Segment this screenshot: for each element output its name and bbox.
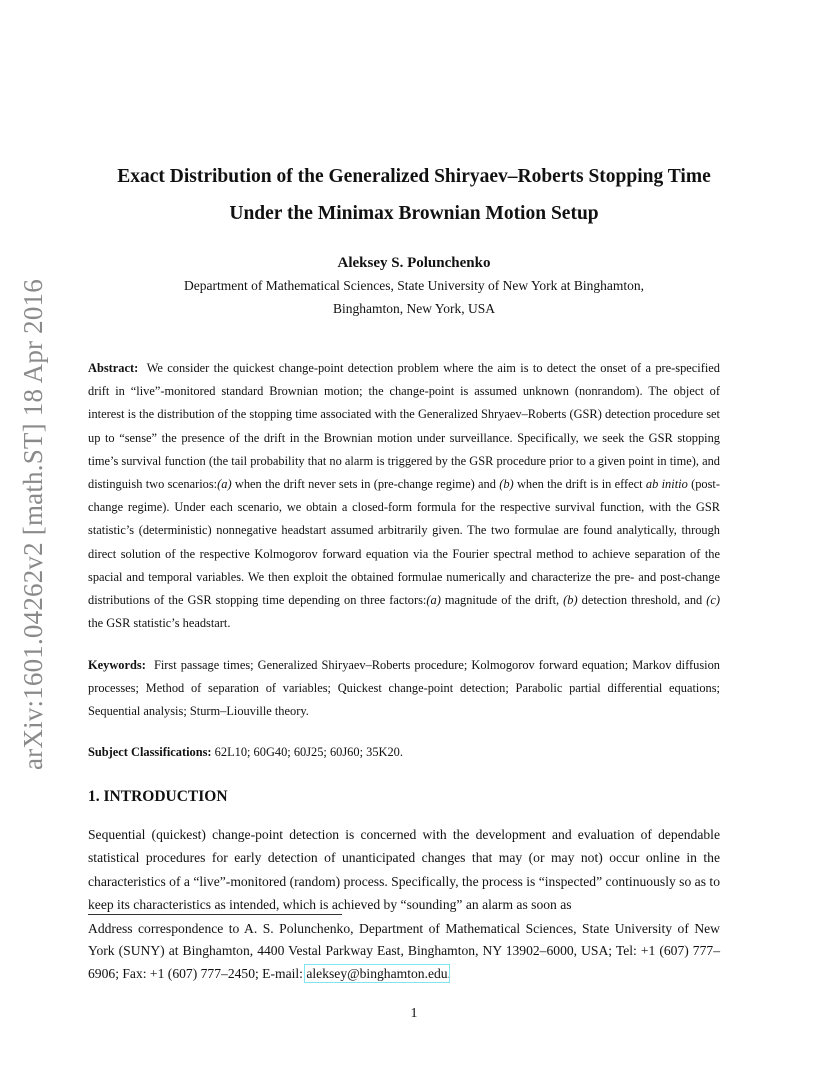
abstract [88, 357, 720, 635]
abstract-text-3: when the drift is in effect [513, 477, 646, 492]
abstract-marker-a2: (a) [426, 593, 441, 608]
footnote-rule [88, 914, 342, 915]
section-heading-introduction: 1. INTRODUCTION [88, 788, 228, 805]
affiliation-line-2: Binghamton, New York, USA [332, 301, 495, 316]
keywords [88, 654, 720, 724]
abstract-text-5: magnitude of the drift, [440, 593, 564, 608]
affiliation-line-1: Department of Mathematical Sciences, State University of New York at Binghamton, [183, 278, 645, 293]
subjects-label: Subject Classifications: [88, 745, 212, 759]
arxiv-stamp: arXiv:1601.04262v2 [math.ST] 18 Apr 2016 [18, 279, 48, 770]
abstract-marker-a: (a) [217, 477, 232, 492]
keywords-text: First passage times; Generalized Shiryaev–Roberts procedure; Kolmogorov forward equation; Markov diffusion processes; Method of separation of variables; Quickest change-point detection; Parabolic partial differential equations; Sequential analysis; Sturm–Liouville theory. [88, 658, 720, 719]
abstract-marker-c: (c) [706, 593, 721, 608]
paper-title-line-1: Exact Distribution of the Generalized Shiryaev–Roberts Stopping Time [117, 166, 711, 187]
paper-title-line-2: Under the Minimax Brownian Motion Setup [229, 203, 599, 224]
keywords-label: Keywords: [88, 658, 146, 672]
abstract-text-2: when the drift never sets in (pre-change regime) and [231, 477, 500, 492]
introduction-paragraph: Sequential (quickest) change-point detection is concerned with the development and evaluation of dependable statistical procedures for early detection of unanticipated changes that may (or may not) occur online in the characteristics of a “live”-monitored (random) process. Specifically, the process is “inspected” continuously so as to keep its characteristics as intended, which is achieved by “sounding” an alarm as soon as [88, 827, 720, 913]
subject-classifications [88, 745, 720, 760]
author-name: Aleksey S. Polunchenko [337, 255, 491, 271]
abstract-text-1: We consider the quickest change-point detection problem where the aim is to detect the onset of a pre-specified drift in “live”-monitored standard Brownian motion; the change-point is assumed unknown (nonrandom). The object of interest is the distribution of the stopping time associated with the Generalized Shryaev–Roberts (GSR) detection procedure set up to “sense” the presence of the drift in the Brownian motion under surveillance. Specifically, we seek the GSR stopping time’s survival function (the tail probability that no alarm is triggered by the GSR procedure prior to a given point in time), and distinguish two scenarios: [88, 361, 720, 492]
abstract-ab-initio: ab initio [645, 477, 688, 492]
page-number: 1 [410, 1006, 418, 1021]
footnote [88, 918, 720, 985]
abstract-marker-b2: (b) [563, 593, 578, 608]
abstract-text-7: the GSR statistic’s headstart. [88, 616, 231, 631]
abstract-label: Abstract: [88, 361, 139, 375]
abstract-text-6: detection threshold, and [577, 593, 707, 608]
abstract-text-4: (post-change regime). Under each scenario, we obtain a closed-form formula for the respective survival function, with the GSR statistic’s (deterministic) nonnegative headstart assumed arbitrarily given. The two formulae are found analytically, through direct solution of the respective Kolmogorov forward equation via the Fourier spectral method to achieve separation of the spacial and temporal variables. We then exploit the obtained formulae numerically and characterize the pre- and post-change distributions of the GSR stopping time depending on three factors: [88, 477, 720, 608]
email-link[interactable]: aleksey@binghamton.edu [306, 965, 448, 981]
abstract-marker-b: (b) [499, 477, 514, 492]
footnote-end: . [447, 965, 452, 981]
footnote-text: Address correspondence to A. S. Polunchenko, Department of Mathematical Sciences, State University of New York (SUNY) at Binghamton, 4400 Vestal Parkway East, Binghamton, NY 13902–6000, USA; Tel: +1 (607) 777–6906; Fax: +1 (607) 777–2450; E-mail: [88, 921, 720, 981]
subjects-text: 62L10; 60G40; 60J25; 60J60; 35K20. [214, 745, 403, 759]
